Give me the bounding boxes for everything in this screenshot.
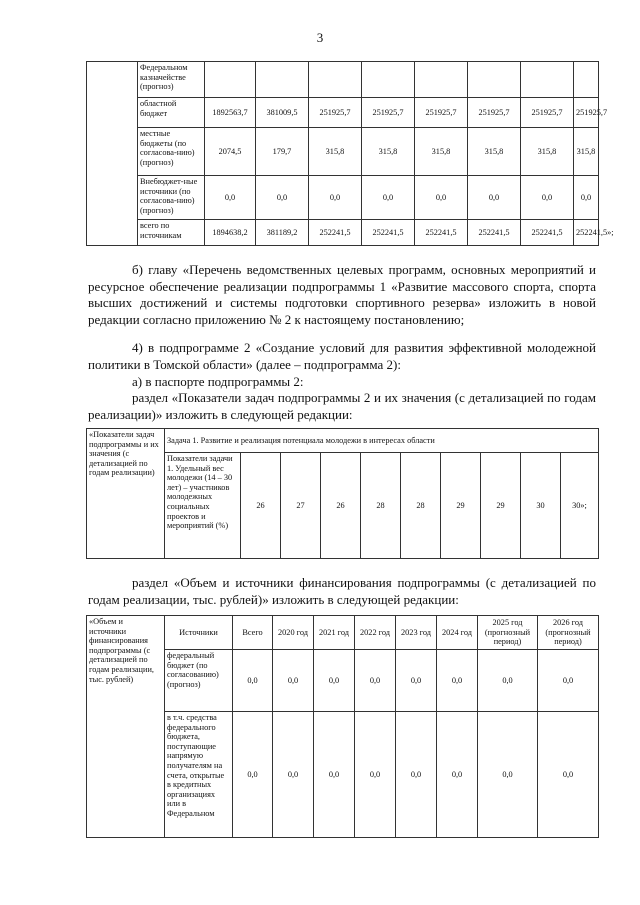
funding-cell: 0,0 [233, 712, 273, 838]
funding-header: 2020 год [273, 616, 314, 650]
table1-cell: 179,7 [256, 128, 309, 176]
indicator-value: 29 [441, 453, 481, 559]
indicator-value: 27 [281, 453, 321, 559]
indicator-value: 29 [481, 453, 521, 559]
funding-cell: 0,0 [538, 650, 599, 712]
table1-cell: 0,0 [415, 176, 468, 220]
funding-cell: 0,0 [273, 650, 314, 712]
table1-cell: 315,8 [521, 128, 574, 176]
funding-header: 2026 год (прогнозный период) [538, 616, 599, 650]
table1-row-label: Внебюджет-ные источники (по согласова-нию) (прогноз) [138, 176, 205, 220]
table1-cell: 315,8 [468, 128, 521, 176]
funding-cell: 0,0 [478, 650, 538, 712]
table1-cell [574, 62, 599, 98]
indicator-value: 26 [241, 453, 281, 559]
funding-header: Источники [165, 616, 233, 650]
funding-cell: 0,0 [538, 712, 599, 838]
table1-cell: 251925,7 [468, 98, 521, 128]
table1-cell: 0,0 [309, 176, 362, 220]
table1-cell: 0,0 [256, 176, 309, 220]
funding-cell: 0,0 [437, 650, 478, 712]
task-title: Задача 1. Развитие и реализация потенциала молодежи в интересах области [165, 429, 599, 453]
table1-cell [309, 62, 362, 98]
table1-cell [256, 62, 309, 98]
funding-header: Всего [233, 616, 273, 650]
funding-cell: 0,0 [273, 712, 314, 838]
table1-cell [468, 62, 521, 98]
table1-cell: 251925,7 [309, 98, 362, 128]
table1-cell: 0,0 [468, 176, 521, 220]
funding-header: 2021 год [314, 616, 355, 650]
table1-cell: 251925,7 [415, 98, 468, 128]
table1-cell: 251925,7 [521, 98, 574, 128]
table1-row-label: областной бюджет [138, 98, 205, 128]
funding-table-subprogram-1 [86, 61, 614, 246]
table1-cell: 251925,7 [574, 98, 599, 128]
table1-cell: 315,8 [574, 128, 599, 176]
table1-cell: 315,8 [309, 128, 362, 176]
funding-cell: 0,0 [233, 650, 273, 712]
table1-row-label: Федеральном казначействе (прогноз) [138, 62, 205, 98]
funding-table-subprogram-2 [86, 615, 599, 838]
funding-cell: 0,0 [355, 650, 396, 712]
table1-cell: 252241,5 [468, 220, 521, 246]
funding-cell: 0,0 [355, 712, 396, 838]
indicator-label: Показатели задачи 1. Удельный вес молодежи (14 – 30 лет) – участников молодежных социальных проектов и мероприятий (%) [165, 453, 241, 559]
funding-header: 2025 год (прогнозный период) [478, 616, 538, 650]
table1-cell: 381189,2 [256, 220, 309, 246]
table1-cell: 0,0 [362, 176, 415, 220]
paragraph-chapter-list: б) главу «Перечень ведомственных целевых программ, основных мероприятий и ресурсное обеспечение реализации подпрограммы 1 «Развитие массового спорта, спорта высших достижений и системы подготовки спортивного резерва» изложить в новой редакции согласно приложению № 2 к настоящему постановлению; [88, 262, 596, 328]
funding-row-header: «Объем и источники финансирования подпрограммы (с детализацией по годам реализации, тыс. рублей) [87, 616, 165, 838]
table1-cell: 251925,7 [362, 98, 415, 128]
table1-cell: 1894638,2 [205, 220, 256, 246]
funding-cell: 0,0 [314, 650, 355, 712]
indicator-value: 26 [321, 453, 361, 559]
paragraph-funding-section: раздел «Объем и источники финансирования подпрограммы (с детализацией по годам реализации, тыс. рублей)» изложить в следующей редакции: [88, 575, 596, 607]
funding-header: 2023 год [396, 616, 437, 650]
indicator-value: 30»; [561, 453, 599, 559]
table1-cell [362, 62, 415, 98]
table1-cell [415, 62, 468, 98]
indicator-value: 30 [521, 453, 561, 559]
table1-cell: 0,0 [205, 176, 256, 220]
table1-cell: 0,0 [521, 176, 574, 220]
table1-cell: 252241,5 [521, 220, 574, 246]
funding-header: 2024 год [437, 616, 478, 650]
table1-cell: 252241,5 [415, 220, 468, 246]
funding-cell: 0,0 [478, 712, 538, 838]
indicators-table [86, 428, 599, 559]
indicator-value: 28 [361, 453, 401, 559]
table1-cell: 315,8 [415, 128, 468, 176]
table1-cell: 252241,5 [362, 220, 415, 246]
table1-cell: 0,0 [574, 176, 599, 220]
table1-cell: 315,8 [362, 128, 415, 176]
funding-cell: 0,0 [396, 650, 437, 712]
funding-cell: 0,0 [437, 712, 478, 838]
table1-cell [521, 62, 574, 98]
funding-cell: 0,0 [396, 712, 437, 838]
page-number: 3 [316, 30, 324, 45]
table1-cell: 2074,5 [205, 128, 256, 176]
table1-empty-col [87, 62, 138, 246]
table1-row-label: всего по источникам [138, 220, 205, 246]
table1-row-label: местные бюджеты (по согласова-нию) (прогноз) [138, 128, 205, 176]
table1-cell: 252241,5»; [574, 220, 599, 246]
funding-header: 2022 год [355, 616, 396, 650]
funding-cell: 0,0 [314, 712, 355, 838]
funding-row-label: федеральный бюджет (по согласованию) (прогноз) [165, 650, 233, 712]
funding-row-label: в т.ч. средства федерального бюджета, поступающие напрямую получателям на счета, открытые в кредитных организациях или в Федеральном [165, 712, 233, 838]
table1-cell [205, 62, 256, 98]
paragraph-subprogram-2: 4) в подпрограмме 2 «Создание условий для развития эффективной молодежной политики в Томской области» (далее – подпрограмма 2): [88, 340, 596, 372]
table1-cell: 1892563,7 [205, 98, 256, 128]
indicator-value: 28 [401, 453, 441, 559]
table1-cell: 381009,5 [256, 98, 309, 128]
paragraph-indicators-section: раздел «Показатели задач подпрограммы 2 и их значения (с детализацией по годам реализации)» изложить в следующей редакции: [88, 390, 596, 422]
paragraph-passport: а) в паспорте подпрограммы 2: [132, 374, 304, 389]
table1-cell: 252241,5 [309, 220, 362, 246]
indicators-row-header: «Показатели задач подпрограммы и их значения (с детализацией по годам реализации) [87, 429, 165, 559]
